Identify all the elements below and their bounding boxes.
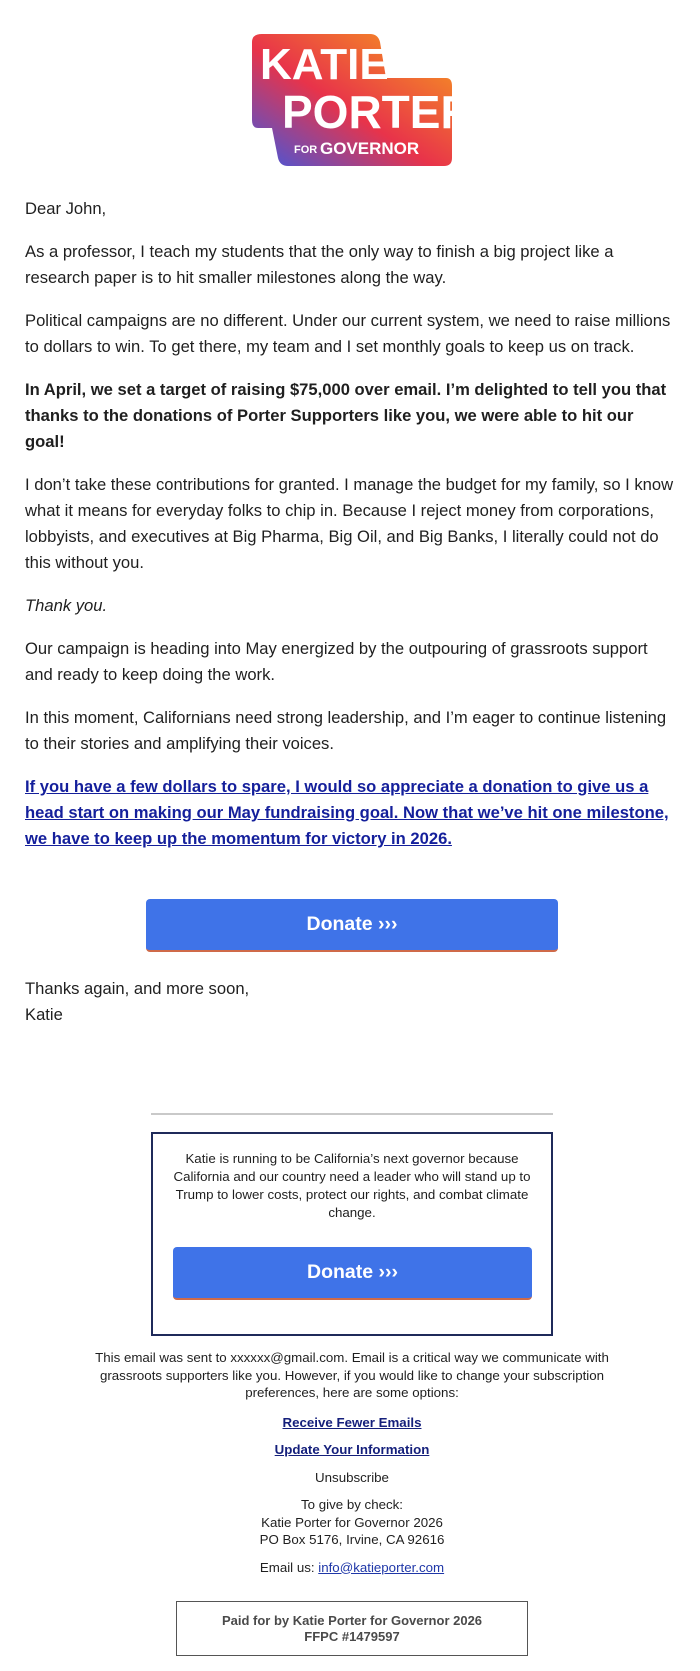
unsubscribe-link[interactable]: Unsubscribe — [315, 1469, 389, 1485]
paid-for-line: Paid for by Katie Porter for Governor 2026 — [221, 1613, 483, 1628]
paid-for-disclaimer — [176, 1601, 528, 1656]
logo-graphic — [250, 32, 474, 168]
logo-text-for: FOR — [294, 144, 318, 156]
governor-info-text: Katie is running to be California’s next governor because California and our country need a leader who will stand up to Trump to lower costs, protect our rights, and combat climate change. — [173, 1151, 531, 1220]
check-address: PO Box 5176, Irvine, CA 92616 — [259, 1532, 445, 1547]
letter-content — [25, 196, 677, 869]
donate-button[interactable]: Donate ››› — [146, 899, 558, 952]
contact-email-link[interactable]: info@katieporter.com — [318, 1559, 445, 1575]
logo-text-porter: PORTER — [282, 86, 474, 138]
divider — [151, 1113, 553, 1115]
receive-fewer-emails-link[interactable]: Receive Fewer Emails — [282, 1414, 422, 1430]
donation-ask-link[interactable]: If you have a few dollars to spare, I would so appreciate a donation to give us a head start on making our May fundraising goal. Now that we’ve hit one milestone, we have to keep up the momentum for victory in 2026. — [25, 777, 669, 848]
paragraph-1: As a professor, I teach my students that the only way to finish a big project like a research paper is to hit smaller milestones along the way. — [25, 242, 614, 287]
thank-you-italic: Thank you. — [25, 596, 108, 615]
update-information-link[interactable]: Update Your Information — [274, 1442, 430, 1457]
check-payee: Katie Porter for Governor 2026 — [261, 1514, 443, 1530]
paragraph-6: Our campaign is heading into May energized by the outpouring of grassroots support and ready to keep doing the work. — [25, 639, 648, 684]
logo-text-governor: GOVERNOR — [320, 139, 420, 158]
email-prefix: Email us: — [259, 1559, 319, 1575]
signoff-line: Thanks again, and more soon, — [25, 979, 250, 998]
paragraph-4: I don’t take these contributions for granted. I manage the budget for my family, so I know what it means for everyday folks to chip in. Because I reject money from corporations, lobbyists, and executives at Big Pharma, Big Oil, and Big Banks, I literally could not do this without you. — [25, 475, 674, 572]
box-donate-button[interactable]: Donate ››› — [173, 1247, 532, 1300]
check-heading: To give by check: — [301, 1497, 403, 1512]
logo-text-katie: KATIE — [260, 40, 389, 89]
donation-ask-paragraph — [25, 774, 677, 852]
paragraph-3-bold: In April, we set a target of raising $75,000 over email. I’m delighted to tell you that thanks to the donations of Porter Supporters like you, we were able to hit our goal! — [25, 380, 667, 451]
footer — [70, 1349, 634, 1576]
governor-info-box — [151, 1132, 553, 1336]
ffpc-number: FFPC #1479597 — [304, 1629, 400, 1644]
paragraph-2: Political campaigns are no different. Under our current system, we need to raise millions to dollars to win. To get there, my team and I set monthly goals to keep us on track. — [25, 311, 671, 356]
greeting: Dear John, — [25, 199, 107, 218]
contact-email-line — [70, 1559, 634, 1577]
signoff — [25, 976, 249, 1028]
signature-name: Katie — [25, 1005, 63, 1024]
paragraph-7: In this moment, Californians need strong leadership, and I’m eager to continue listening to their stories and amplifying their voices. — [25, 708, 667, 753]
katie-porter-logo — [250, 32, 474, 168]
subscription-notice: This email was sent to xxxxxx@gmail.com. Email is a critical way we communicate with grassroots supporters like you. However, if you would like to change your subscription preferences, here are some options: — [95, 1350, 609, 1400]
